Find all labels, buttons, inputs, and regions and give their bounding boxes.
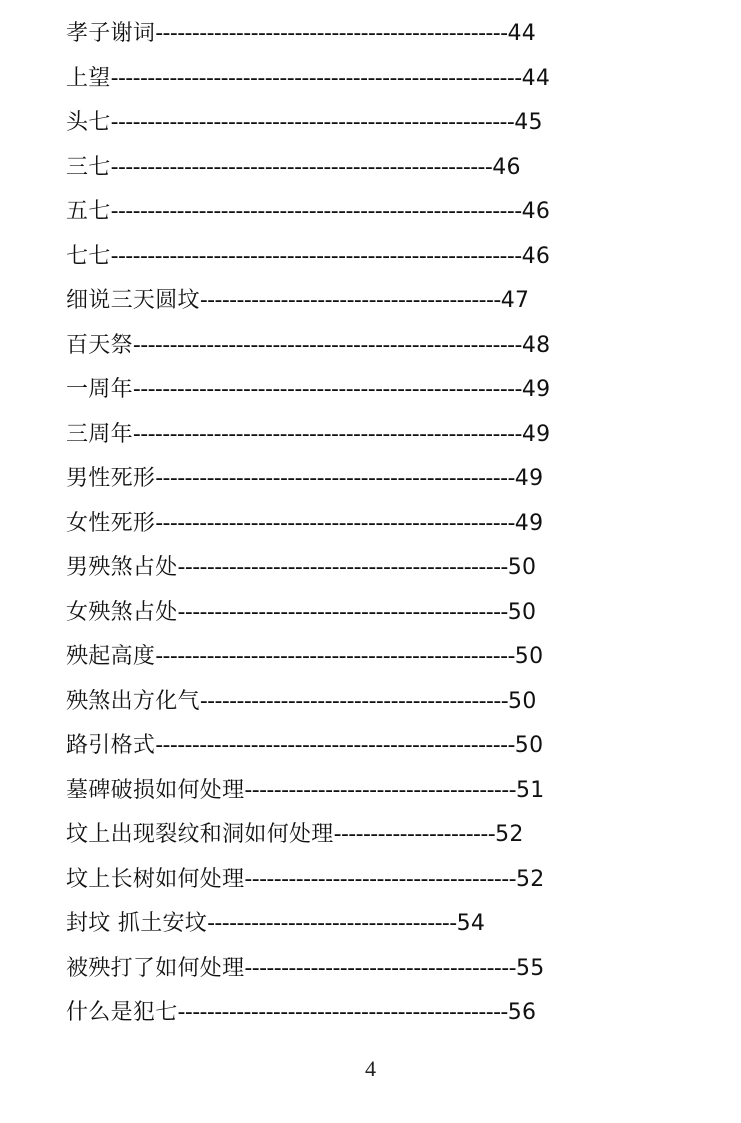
toc-entry-leader: --------------------------------------------------------	[110, 65, 522, 91]
toc-entry-title: 被殃打了如何处理	[66, 955, 245, 981]
toc-entry-title: 七七	[66, 243, 111, 269]
toc-entry	[66, 502, 626, 547]
toc-entry-title: 五七	[66, 199, 111, 224]
toc-entry-leader: ----------------------------------------------------	[110, 154, 493, 180]
toc-entry-title: 殃煞出方化气	[66, 688, 200, 714]
toc-entry-title: 男殃煞占处	[66, 555, 178, 580]
toc-entry	[66, 546, 626, 591]
toc-entry-title: 一周年	[66, 377, 133, 402]
toc-entry-page: 50	[514, 644, 544, 669]
toc-entry-page: 49	[521, 421, 551, 447]
toc-entry-page: 49	[514, 466, 544, 491]
toc-entry	[66, 591, 626, 636]
toc-entry-page: 47	[500, 288, 530, 313]
toc-entry	[66, 101, 626, 146]
toc-entry-page: 52	[515, 866, 545, 892]
toc-entry-leader: -------------------------------------------------	[155, 510, 515, 536]
toc-entry-title: 女性死形	[66, 510, 156, 536]
toc-entry-title: 路引格式	[66, 733, 156, 758]
toc-entry-title: 女殃煞占处	[66, 599, 178, 625]
toc-entry-leader: ------------------------------------------------	[155, 21, 508, 46]
toc-entry-title: 百天祭	[66, 332, 133, 358]
toc-entry	[66, 991, 626, 1036]
toc-entry-page: 46	[492, 154, 521, 180]
toc-entry-title: 头七	[66, 110, 111, 135]
toc-entry-title: 三周年	[66, 421, 133, 447]
toc-entry-leader: ---------------------------------------------	[177, 555, 508, 580]
toc-entry-leader: --------------------------------------------------------	[110, 199, 522, 224]
toc-entry-leader: -----------------------------------------------------	[132, 332, 522, 358]
toc-entry	[66, 813, 626, 858]
toc-entry	[66, 146, 626, 191]
toc-entry-leader: ---------------------------------------------	[177, 599, 508, 625]
toc-entry-page: 50	[514, 733, 544, 758]
toc-entry-page: 52	[495, 822, 524, 847]
toc-entry-title: 封坟 抓土安坟	[66, 911, 208, 936]
toc-entry-page: 44	[521, 65, 551, 91]
toc-entry	[66, 635, 626, 680]
toc-entry-page: 50	[507, 599, 537, 625]
toc-entry	[66, 724, 626, 769]
toc-entry-title: 细说三天圆坟	[66, 288, 200, 313]
toc-entry-page: 56	[507, 1000, 537, 1025]
toc-entry-leader: ----------------------------------	[207, 911, 457, 936]
toc-entry-leader: ------------------------------------------	[199, 688, 509, 714]
toc-entry	[66, 12, 626, 57]
table-of-contents	[66, 12, 626, 1036]
toc-entry-leader: ---------------------------------------------	[177, 1000, 508, 1025]
toc-entry	[66, 190, 626, 235]
toc-entry-leader: -------------------------------------------------------	[110, 110, 515, 135]
toc-entry	[66, 947, 626, 992]
toc-entry-leader: -------------------------------------	[244, 777, 516, 803]
toc-entry-leader: -----------------------------------------------------	[132, 421, 522, 447]
toc-entry	[66, 858, 626, 903]
toc-entry	[66, 902, 626, 947]
toc-entry	[66, 279, 626, 324]
toc-entry	[66, 235, 626, 280]
toc-entry-leader: ----------------------	[333, 822, 496, 847]
toc-entry-title: 墓碑破损如何处理	[66, 777, 245, 803]
toc-entry-page: 50	[508, 688, 537, 714]
toc-entry-leader: --------------------------------------------------------	[110, 243, 522, 269]
toc-entry-page: 46	[521, 243, 551, 269]
toc-entry-page: 49	[514, 510, 544, 536]
toc-entry	[66, 368, 626, 413]
toc-entry-page: 48	[521, 332, 551, 358]
toc-entry-title: 上望	[66, 65, 111, 91]
toc-entry-leader: -------------------------------------------------	[155, 733, 515, 758]
toc-entry	[66, 457, 626, 502]
toc-entry	[66, 769, 626, 814]
toc-entry-leader: -------------------------------------	[244, 955, 516, 981]
toc-entry	[66, 413, 626, 458]
toc-entry-page: 50	[507, 555, 537, 580]
toc-entry	[66, 324, 626, 369]
toc-entry	[66, 680, 626, 725]
toc-entry-leader: -----------------------------------------	[199, 288, 501, 313]
toc-entry	[66, 57, 626, 102]
toc-entry-title: 坟上出现裂纹和洞如何处理	[66, 822, 334, 847]
toc-entry-leader: -------------------------------------------------	[155, 466, 515, 491]
toc-entry-page: 46	[521, 199, 551, 224]
toc-entry-title: 男性死形	[66, 466, 156, 491]
toc-entry-leader: -------------------------------------------------	[155, 644, 515, 669]
toc-entry-title: 孝子谢词	[66, 21, 156, 46]
toc-entry-title: 三七	[66, 154, 111, 180]
toc-entry-page: 51	[515, 777, 545, 803]
toc-entry-page: 55	[515, 955, 545, 981]
toc-entry-page: 54	[456, 911, 486, 936]
toc-entry-title: 什么是犯七	[66, 1000, 178, 1025]
toc-entry-page: 49	[521, 377, 551, 402]
toc-entry-title: 坟上长树如何处理	[66, 866, 245, 892]
toc-entry-leader: -------------------------------------	[244, 866, 516, 892]
toc-entry-page: 45	[514, 110, 543, 135]
page-number: 4	[365, 1056, 376, 1081]
toc-entry-leader: -----------------------------------------------------	[132, 377, 522, 402]
toc-entry-page: 44	[507, 21, 537, 46]
toc-entry-title: 殃起高度	[66, 644, 156, 669]
